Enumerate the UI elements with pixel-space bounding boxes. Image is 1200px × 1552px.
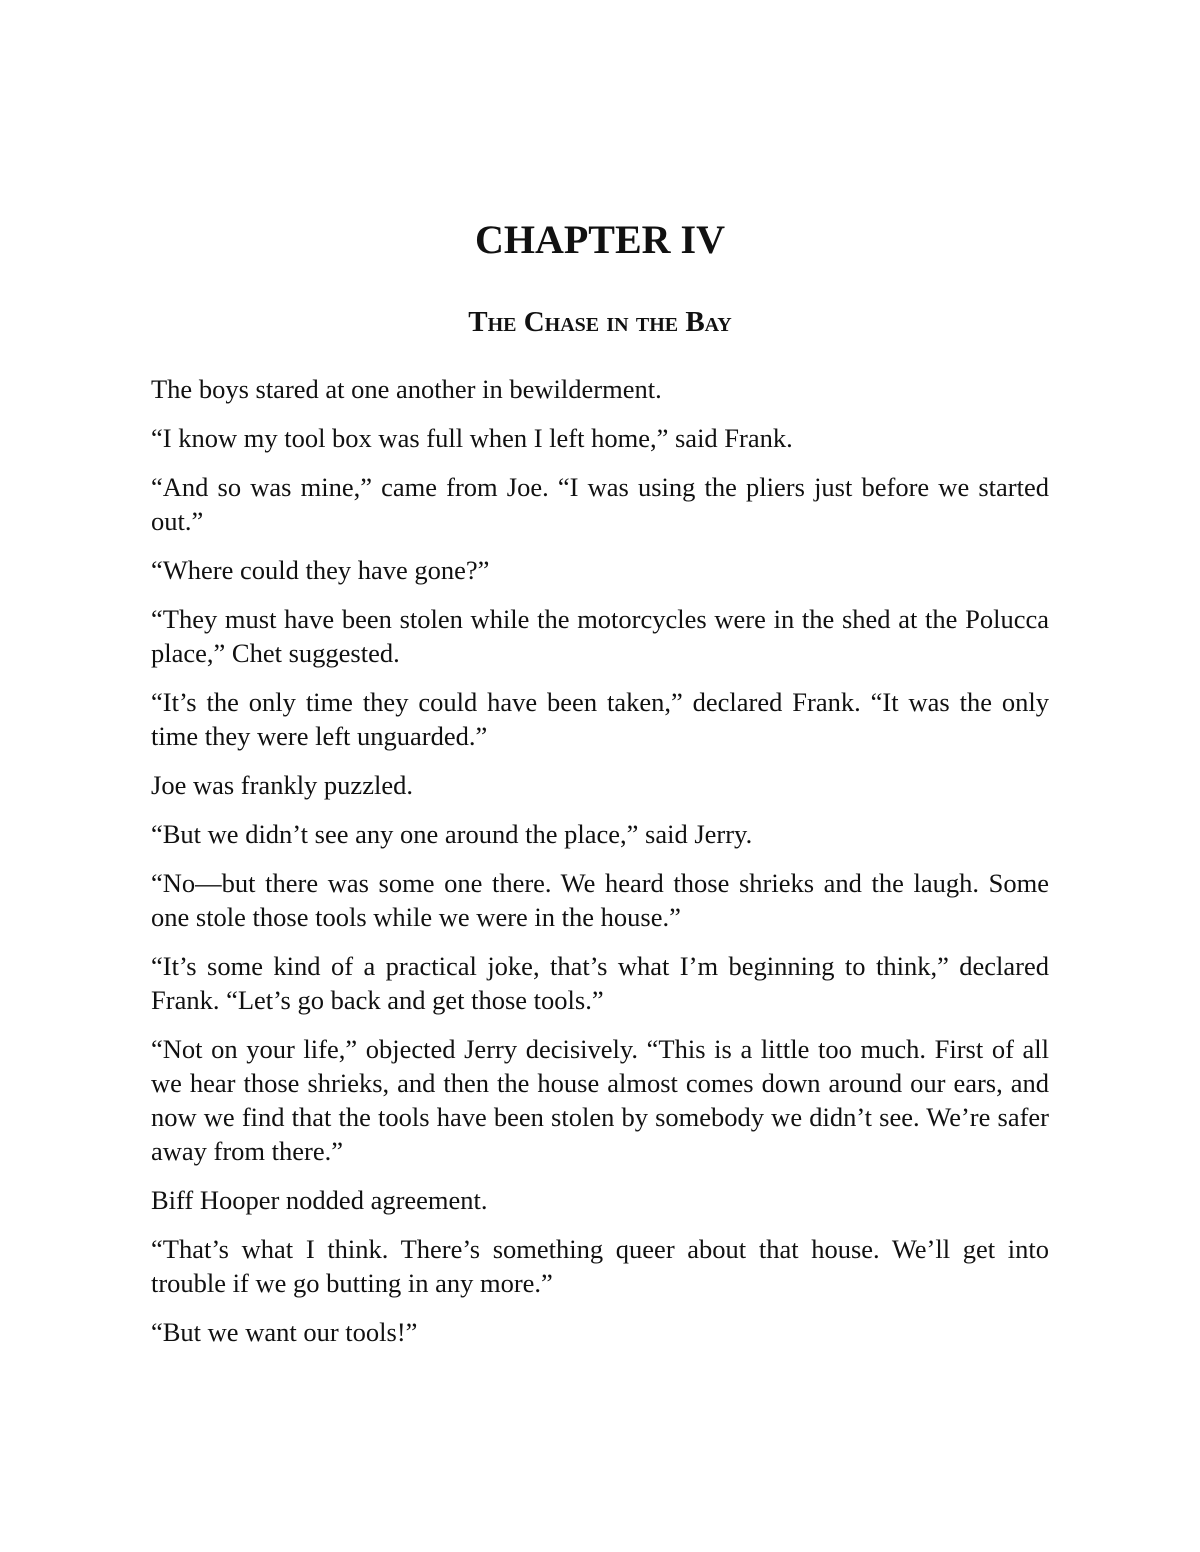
paragraph: “And so was mine,” came from Joe. “I was using the pliers just before we started out.” [151,472,1049,536]
paragraph: Joe was frankly puzzled. [151,770,413,800]
paragraph: “No—but there was some one there. We heard those shrieks and the laugh. Some one stole those tools while we were in the house.” [151,868,1049,932]
paragraph: “But we want our tools!” [151,1317,418,1347]
book-page [151,214,1049,1364]
chapter-number-heading: CHAPTER IV [474,217,726,262]
paragraph: “They must have been stolen while the motorcycles were in the shed at the Polucca place,” Chet suggested. [151,604,1049,668]
paragraph: “It’s the only time they could have been taken,” declared Frank. “It was the only time they were left unguarded.” [151,687,1049,751]
paragraph: “I know my tool box was full when I left home,” said Frank. [151,423,793,453]
paragraph: “But we didn’t see any one around the place,” said Jerry. [151,819,753,849]
paragraph: “Where could they have gone?” [151,555,490,585]
paragraph: “Not on your life,” objected Jerry decisively. “This is a little too much. First of all we hear those shrieks, and then the house almost comes down around our ears, and now we find that the tools have been stolen by somebody we didn’t see. We’re safer away from there.” [151,1034,1049,1166]
paragraph: Biff Hooper nodded agreement. [151,1185,488,1215]
paragraph: “That’s what I think. There’s something queer about that house. We’ll get into trouble if we go butting in any more.” [151,1234,1049,1298]
chapter-title-heading: The Chase in the Bay [468,306,732,338]
paragraph: “It’s some kind of a practical joke, that’s what I’m beginning to think,” declared Frank. “Let’s go back and get those tools.” [151,951,1049,1015]
paragraph: The boys stared at one another in bewilderment. [151,374,662,404]
